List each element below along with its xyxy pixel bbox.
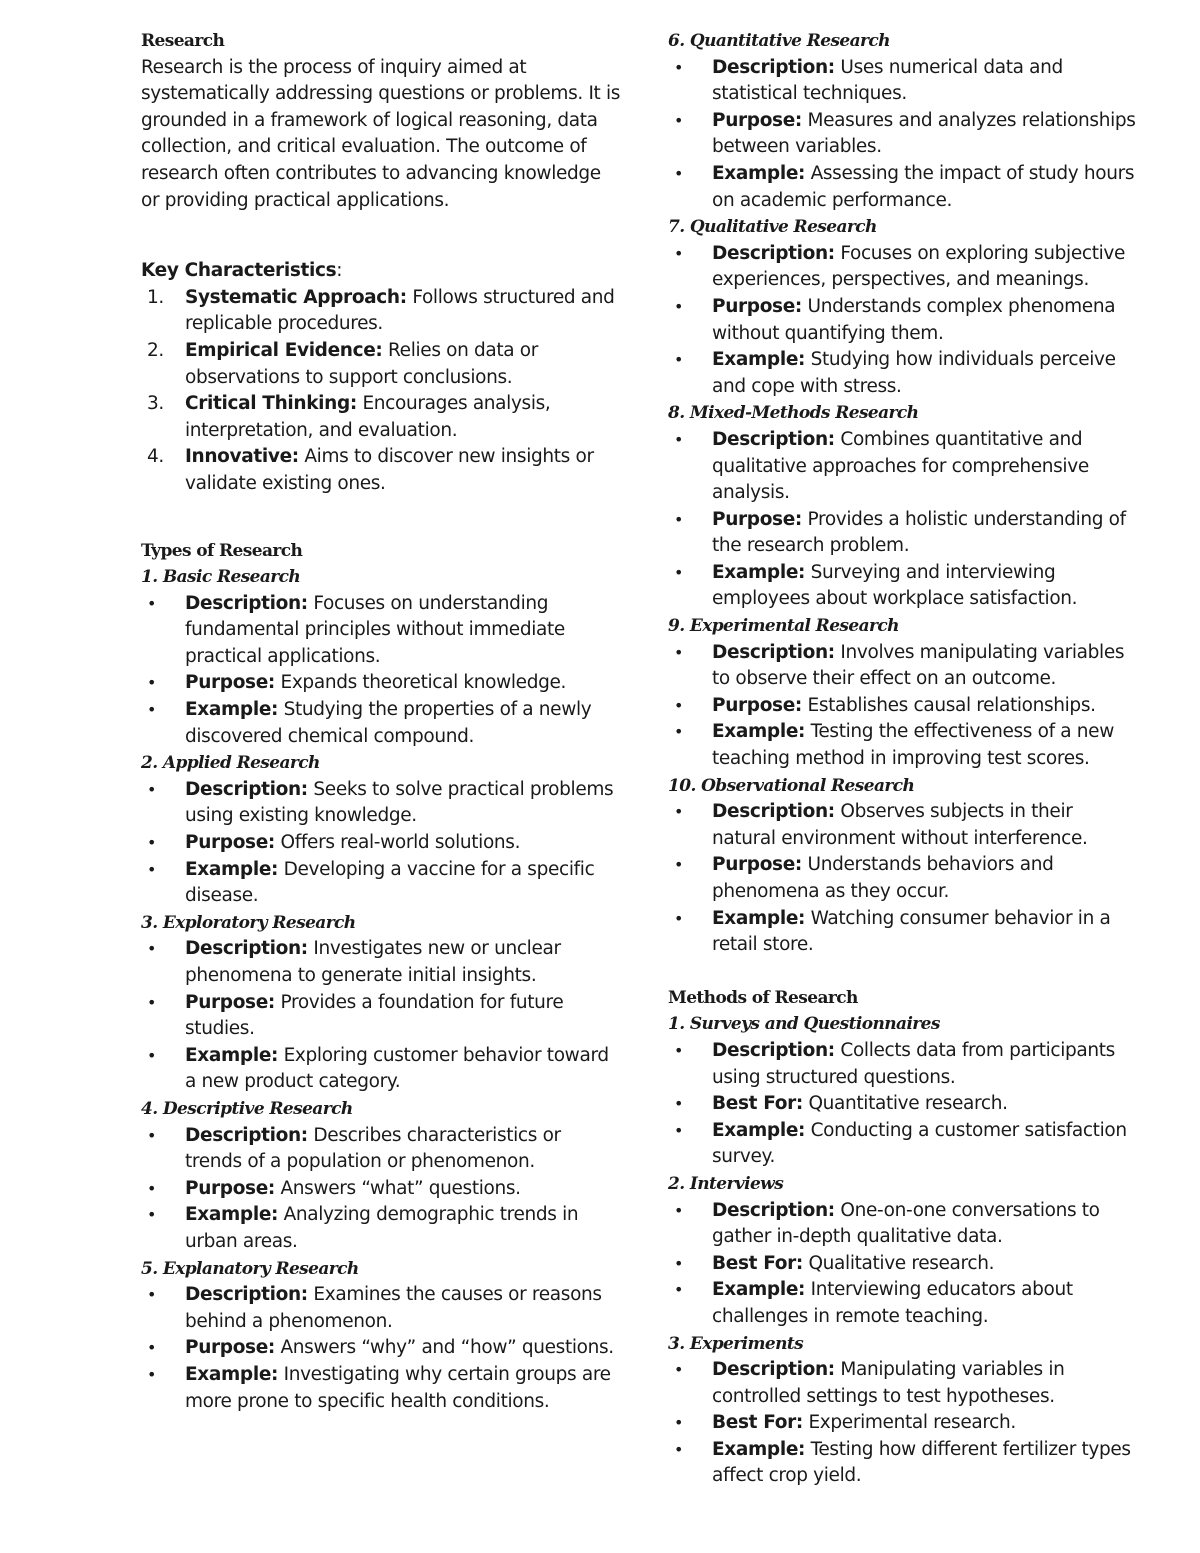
bullet-item — [668, 1410, 1138, 1437]
item-label: Example: — [712, 1438, 806, 1460]
item-text: Answers “what” questions. — [274, 1177, 521, 1199]
item-number: 4. — [147, 446, 164, 468]
section-heading: 4. Descriptive Research — [141, 1098, 353, 1119]
item-label: Purpose: — [712, 508, 802, 530]
bullet-item — [668, 427, 1138, 507]
section-bullets — [141, 936, 621, 1096]
item-text: Answers “why” and “how” questions. — [274, 1337, 614, 1359]
item-label: Example: — [185, 858, 279, 880]
bullet-icon: • — [674, 1253, 684, 1273]
bullet-item — [668, 1357, 1138, 1410]
item-label: Purpose: — [185, 672, 275, 694]
bullet-icon: • — [147, 593, 157, 613]
item-text: Testing the effectiveness of a new teaching method in improving test scores. — [712, 721, 1114, 770]
item-label: Example: — [712, 1279, 806, 1301]
bullet-icon: • — [674, 1280, 684, 1300]
bullet-icon: • — [147, 1178, 157, 1198]
item-text: Quantitative research. — [802, 1093, 1008, 1115]
item-text: Interviewing educators about challenges in remote teaching. — [712, 1279, 1073, 1327]
bullet-icon: • — [674, 562, 684, 582]
item-text: Investigating why certain groups are more prone to specific health conditions. — [185, 1363, 611, 1412]
item-label: Description: — [185, 938, 308, 960]
methods-list — [668, 1011, 1138, 1490]
left-column — [141, 28, 621, 1415]
section-heading: 2. Interviews — [668, 1173, 784, 1194]
types-of-research-title: Types of Research — [141, 540, 303, 561]
item-label: Description: — [712, 1359, 835, 1381]
item-text: Developing a vaccine for a specific disease. — [185, 858, 595, 907]
section-bullets — [668, 1198, 1138, 1331]
item-label: Example: — [712, 349, 806, 371]
section-bullets — [141, 777, 621, 910]
bullet-icon: • — [674, 1120, 684, 1140]
item-label: Description: — [712, 801, 835, 823]
item-label: Description: — [185, 778, 308, 800]
bullet-item — [141, 1176, 621, 1203]
bullet-icon: • — [147, 1285, 157, 1305]
bullet-item — [668, 1118, 1138, 1171]
item-text: Focuses on understanding fundamental principles without immediate practical applications. — [185, 592, 565, 667]
bullet-icon: • — [674, 855, 684, 875]
section-bullets — [141, 1123, 621, 1256]
item-text: One-on-one conversations to gather in-depth qualitative data. — [712, 1199, 1100, 1248]
research-title: Research — [141, 31, 225, 51]
bullet-item — [141, 697, 621, 750]
item-text: Examines the causes or reasons behind a phenomenon. — [185, 1284, 602, 1332]
bullet-icon: • — [674, 57, 684, 77]
bullet-icon: • — [147, 1205, 157, 1225]
bullet-item — [668, 161, 1138, 214]
section-bullets — [668, 799, 1138, 959]
item-number: 3. — [147, 393, 164, 415]
item-text: Measures and analyzes relationships between variables. — [712, 109, 1136, 158]
bullet-icon: • — [147, 779, 157, 799]
section-bullets — [668, 1357, 1138, 1490]
bullet-icon: • — [674, 509, 684, 529]
bullet-item — [668, 1251, 1138, 1278]
item-label: Example: — [185, 1044, 279, 1066]
item-text: Conducting a customer satisfaction survey. — [712, 1119, 1127, 1168]
bullet-item — [668, 719, 1138, 772]
item-label: Innovative: — [185, 446, 299, 468]
item-label: Purpose: — [712, 694, 802, 716]
item-text: Testing how different fertilizer types affect crop yield. — [712, 1438, 1131, 1487]
item-label: Example: — [712, 1119, 806, 1141]
item-label: Example: — [712, 162, 806, 184]
bullet-icon: • — [674, 722, 684, 742]
item-text: Uses numerical data and statistical techniques. — [712, 56, 1063, 105]
bullet-icon: • — [147, 859, 157, 879]
section-bullets — [668, 640, 1138, 773]
bullet-item — [668, 55, 1138, 108]
bullet-item — [141, 936, 621, 989]
item-label: Description: — [712, 428, 835, 450]
bullet-icon: • — [674, 296, 684, 316]
bullet-icon: • — [674, 350, 684, 370]
section-bullets — [668, 55, 1138, 215]
key-characteristics-list — [141, 285, 621, 498]
item-label: Description: — [712, 56, 835, 78]
item-text: Describes characteristics or trends of a population or phenomenon. — [185, 1124, 561, 1173]
item-label: Description: — [712, 641, 835, 663]
types-right — [668, 28, 1138, 959]
item-text: Focuses on exploring subjective experiences, perspectives, and meanings. — [712, 242, 1126, 291]
section-heading: 3. Exploratory Research — [141, 912, 356, 933]
item-text: Establishes causal relationships. — [801, 694, 1096, 716]
bullet-icon: • — [147, 1364, 157, 1384]
key-characteristics-title: Key Characteristics: — [141, 260, 343, 282]
bullet-item — [141, 1362, 621, 1415]
item-label: Example: — [185, 1363, 279, 1385]
bullet-icon: • — [674, 243, 684, 263]
section-heading: 7. Qualitative Research — [668, 217, 877, 238]
item-text: Experimental research. — [802, 1412, 1016, 1434]
bullet-item — [668, 693, 1138, 720]
bullet-icon: • — [674, 1413, 684, 1433]
item-text: Studying the properties of a newly discovered chemical compound. — [185, 699, 592, 747]
bullet-item — [668, 1277, 1138, 1330]
item-text: Understands behaviors and phenomena as they occur. — [712, 854, 1054, 902]
item-label: Purpose: — [185, 1177, 275, 1199]
bullet-item — [141, 1335, 621, 1362]
bullet-item — [668, 906, 1138, 959]
bullet-icon: • — [674, 1439, 684, 1459]
bullet-item — [668, 640, 1138, 693]
item-text: Provides a holistic understanding of the research problem. — [712, 508, 1126, 557]
bullet-item — [668, 507, 1138, 560]
item-label: Purpose: — [712, 109, 802, 131]
methods-of-research-title: Methods of Research — [668, 987, 858, 1008]
bullet-icon: • — [674, 642, 684, 662]
bullet-item — [141, 777, 621, 830]
bullet-icon: • — [147, 700, 157, 720]
bullet-item — [668, 294, 1138, 347]
item-text: Collects data from participants using structured questions. — [712, 1039, 1115, 1088]
item-text: Encourages analysis, interpretation, and evaluation. — [185, 393, 551, 441]
bullet-icon: • — [147, 1338, 157, 1358]
section-heading: 3. Experiments — [668, 1333, 804, 1354]
item-text: Involves manipulating variables to observe their effect on an outcome. — [712, 641, 1125, 690]
item-text: Combines quantitative and qualitative approaches for comprehensive analysis. — [712, 428, 1089, 504]
item-text: Observes subjects in their natural environment without interference. — [712, 801, 1088, 849]
section-heading: 6. Quantitative Research — [668, 31, 890, 51]
item-label: Example: — [712, 721, 806, 743]
item-label: Best For: — [712, 1252, 803, 1274]
bullet-icon: • — [147, 1125, 157, 1145]
bullet-item — [141, 670, 621, 697]
item-label: Best For: — [712, 1412, 803, 1434]
bullet-item — [668, 852, 1138, 905]
item-number: 1. — [147, 286, 164, 308]
item-label: Example: — [185, 699, 279, 721]
bullet-item — [668, 347, 1138, 400]
item-label: Example: — [712, 907, 806, 929]
bullet-icon: • — [674, 908, 684, 928]
item-label: Example: — [185, 1204, 279, 1226]
item-text: Follows structured and replicable procedures. — [185, 286, 615, 335]
item-text: Qualitative research. — [802, 1252, 995, 1274]
bullet-icon: • — [674, 1040, 684, 1060]
item-label: Purpose: — [185, 832, 275, 854]
section-bullets — [668, 241, 1138, 401]
bullet-icon: • — [674, 429, 684, 449]
item-text: Relies on data or observations to support conclusions. — [185, 339, 539, 388]
item-text: Studying how individuals perceive and cope with stress. — [712, 349, 1116, 397]
item-label: Critical Thinking: — [185, 393, 357, 415]
bullet-icon: • — [674, 1360, 684, 1380]
item-label: Description: — [712, 242, 835, 264]
bullet-item — [141, 830, 621, 857]
bullet-item — [668, 1437, 1138, 1490]
bullet-item — [141, 1043, 621, 1096]
section-heading: 2. Applied Research — [141, 753, 320, 774]
numbered-item — [141, 285, 621, 338]
section-bullets — [141, 591, 621, 751]
bullet-icon: • — [674, 695, 684, 715]
bullet-item — [668, 1198, 1138, 1251]
bullet-item — [668, 241, 1138, 294]
item-label: Purpose: — [185, 991, 275, 1013]
bullet-item — [668, 1091, 1138, 1118]
bullet-icon: • — [674, 1094, 684, 1114]
section-heading: 1. Basic Research — [141, 567, 301, 588]
item-label: Description: — [185, 1284, 308, 1306]
section-heading: 9. Experimental Research — [668, 616, 899, 637]
section-heading: 8. Mixed-Methods Research — [668, 403, 919, 424]
item-label: Best For: — [712, 1093, 803, 1115]
item-text: Watching consumer behavior in a retail store. — [712, 907, 1111, 956]
item-label: Example: — [712, 561, 806, 583]
bullet-item — [668, 799, 1138, 852]
item-text: Provides a foundation for future studies. — [185, 991, 564, 1040]
bullet-icon: • — [147, 939, 157, 959]
item-label: Purpose: — [712, 295, 802, 317]
bullet-icon: • — [674, 110, 684, 130]
item-label: Purpose: — [712, 854, 802, 876]
item-label: Description: — [185, 1124, 308, 1146]
bullet-item — [141, 1123, 621, 1176]
item-text: Analyzing demographic trends in urban areas. — [185, 1204, 579, 1252]
types-left — [141, 564, 621, 1415]
item-label: Description: — [185, 592, 308, 614]
bullet-item — [668, 560, 1138, 613]
bullet-icon: • — [674, 163, 684, 183]
research-definition: Research is the process of inquiry aimed at systematically addressing questions or problems. It is grounded in a framework of logical reasoning, data collection, and critical evaluation. The outcome of research often contributes to advancing knowledge or providing practical applications. — [141, 56, 621, 211]
bullet-icon: • — [674, 1200, 684, 1220]
bullet-item — [141, 990, 621, 1043]
section-heading: 1. Surveys and Questionnaires — [668, 1014, 940, 1035]
bullet-icon: • — [147, 673, 157, 693]
item-text: Manipulating variables in controlled settings to test hypotheses. — [712, 1359, 1065, 1407]
bullet-icon: • — [147, 992, 157, 1012]
bullet-item — [668, 108, 1138, 161]
item-text: Exploring customer behavior toward a new product category. — [185, 1044, 609, 1093]
section-bullets — [668, 427, 1138, 613]
bullet-item — [141, 1202, 621, 1255]
right-column — [668, 28, 1138, 1490]
item-text: Investigates new or unclear phenomena to generate initial insights. — [185, 938, 561, 986]
item-label: Empirical Evidence: — [185, 339, 383, 361]
item-text: Seeks to solve practical problems using existing knowledge. — [185, 778, 614, 827]
item-text: Offers real-world solutions. — [274, 832, 521, 854]
item-text: Expands theoretical knowledge. — [274, 672, 567, 694]
item-number: 2. — [147, 339, 164, 361]
section-bullets — [141, 1282, 621, 1415]
item-label: Description: — [712, 1039, 835, 1061]
section-heading: 5. Explanatory Research — [141, 1258, 359, 1279]
bullet-item — [141, 1282, 621, 1335]
item-label: Description: — [712, 1199, 835, 1221]
item-text: Aims to discover new insights or validate existing ones. — [185, 446, 594, 494]
bullet-item — [668, 1038, 1138, 1091]
bullet-icon: • — [674, 802, 684, 822]
item-text: Understands complex phenomena without quantifying them. — [712, 295, 1116, 344]
bullet-icon: • — [147, 1045, 157, 1065]
item-text: Assessing the impact of study hours on academic performance. — [712, 162, 1135, 211]
item-text: Surveying and interviewing employees about workplace satisfaction. — [712, 561, 1078, 610]
numbered-item — [141, 391, 621, 444]
numbered-item — [141, 338, 621, 391]
bullet-icon: • — [147, 833, 157, 853]
bullet-item — [141, 857, 621, 910]
numbered-item — [141, 444, 621, 497]
bullet-item — [141, 591, 621, 671]
section-bullets — [668, 1038, 1138, 1171]
item-label: Purpose: — [185, 1337, 275, 1359]
section-heading: 10. Observational Research — [668, 775, 915, 796]
item-label: Systematic Approach: — [185, 286, 407, 308]
